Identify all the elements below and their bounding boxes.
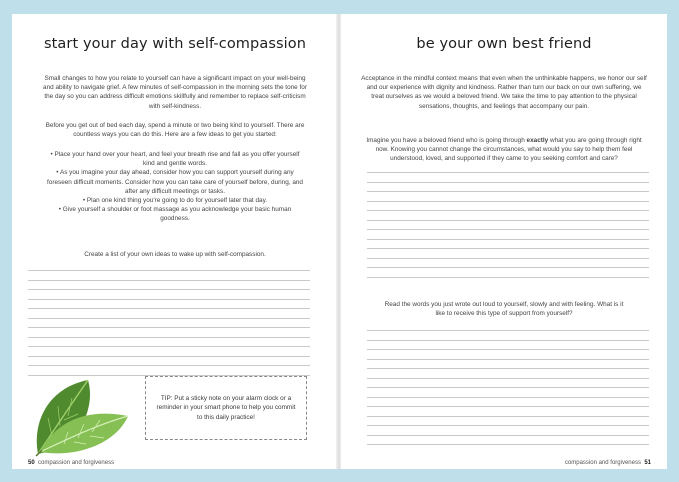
running-head: compassion and forgiveness [38, 460, 115, 466]
list-item: • As you imagine your day ahead, consider how you can support yourself during any foreseen difficult moments. Consider how you can take care of yourself before, during, and after any difficult meetings or tasks. [46, 168, 304, 196]
left-page [12, 14, 338, 469]
right-page-title: be your own best friend [416, 36, 592, 52]
ideas-list [46, 150, 304, 224]
right-prompt-2: Read the words you just wrote out loud to yourself, slowly and with feeling. What is it like to receive this type of support from yourself? [384, 301, 624, 318]
list-item: • Plan one kind thing you're going to do for yourself later that day. [46, 196, 304, 205]
list-item: • Place your hand over your heart, and feel your breath rise and fall as you offer yourself kind and gentle words. [46, 150, 304, 168]
left-para2: Before you get out of bed each day, spend a minute or two being kind to yourself. There are countless ways you can do this. Here are a few ideas to get you started: [45, 122, 305, 139]
running-head: compassion and forgiveness [564, 460, 641, 466]
right-writing-lines-2[interactable] [367, 330, 649, 445]
tip-text: TIP: Put a sticky note on your alarm clock or a reminder in your smart phone to help you commit to this daily practice! [156, 394, 296, 421]
left-writing-lines[interactable] [28, 270, 310, 376]
leaf-icon [30, 374, 134, 460]
tip-box [145, 376, 307, 440]
right-writing-lines-1[interactable] [367, 172, 649, 278]
page-number: 50 [28, 460, 35, 466]
left-intro: Small changes to how you relate to yourself can have a significant impact on your well-being and ability to navigate grief. A few minutes of self-compassion in the morning sets the tone for the day so you can address difficult emotions skillfully and remember to replace self-criticism with self-kindness. [43, 75, 307, 110]
list-item: • Give yourself a shoulder or foot massage as you acknowledge your basic human goodness. [46, 205, 304, 223]
left-prompt: Create a list of your own ideas to wake up with self-compassion. [84, 251, 266, 258]
left-footer [28, 460, 114, 466]
emphasis: exactly [526, 137, 549, 144]
right-footer [565, 460, 651, 466]
left-page-title: start your day with self-compassion [43, 36, 307, 52]
page-number: 51 [644, 460, 651, 466]
right-page [341, 14, 667, 469]
right-prompt-1: Imagine you have a beloved friend who is going through exactly what you are going through right now. Knowing you cannot change the circumstances, what would you say to help them feel understood, loved, and supported if they came to you seeking comfort and care? [366, 137, 642, 163]
right-intro: Acceptance in the mindful context means that even when the unthinkable happens, we honor our self and our experience with dignity and kindness. Rather than turn our back on our own suffering, we treat ourselves as we would a beloved friend. We take the time to pay attention to the physical sensations, thoughts, and feelings that accompany our pain. [361, 75, 647, 110]
